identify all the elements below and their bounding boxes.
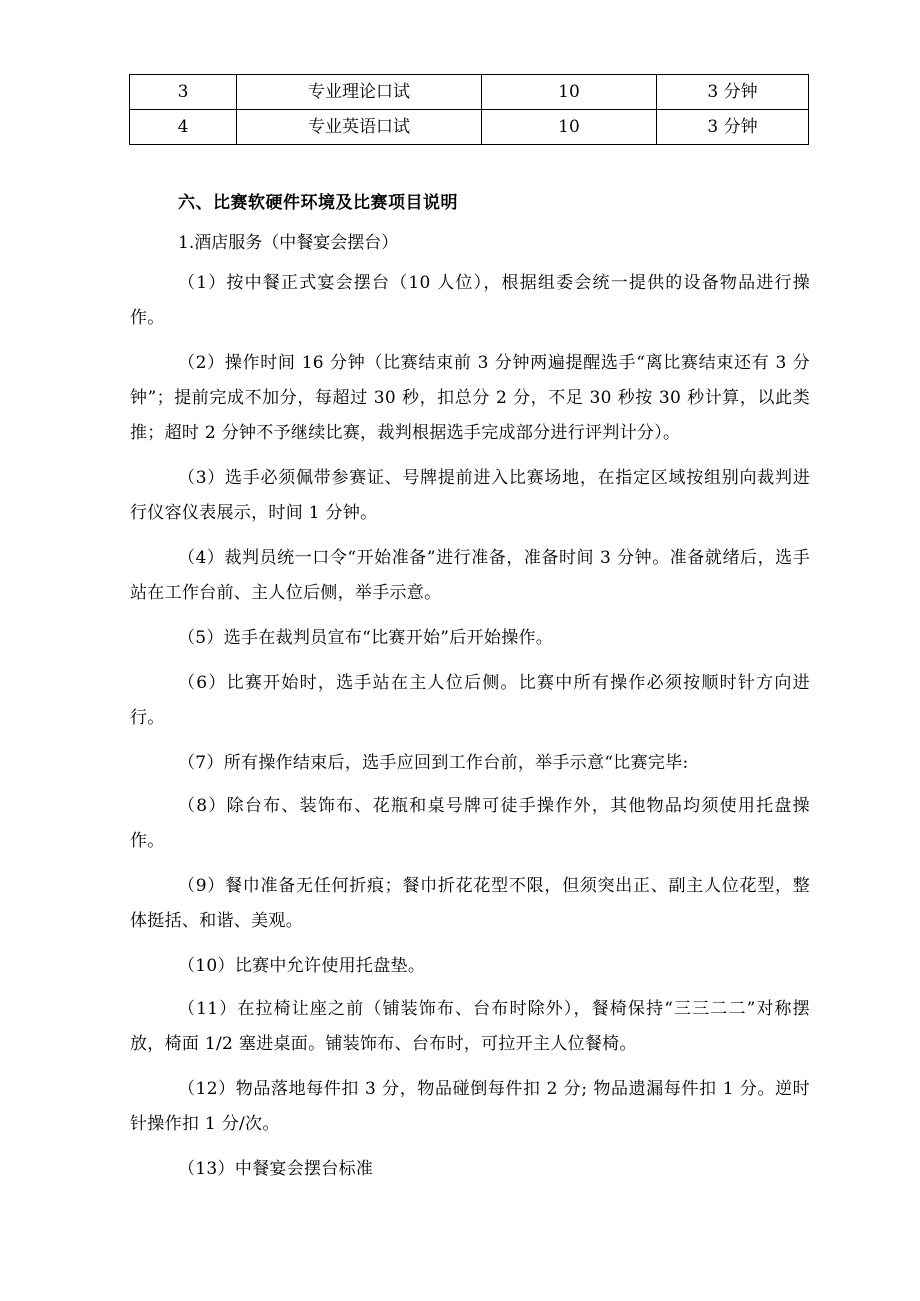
cell-time: 3 分钟 bbox=[657, 110, 809, 145]
paragraph: （12）物品落地每件扣 3 分，物品碰倒每件扣 2 分; 物品遗漏每件扣 1 分。逆时针操作扣 1 分/次。 bbox=[130, 1079, 810, 1134]
paragraph: （7）所有操作结束后，选手应回到工作台前，举手示意“比赛完毕: bbox=[178, 753, 689, 773]
section-body bbox=[130, 266, 810, 1187]
paragraph: （1）按中餐正式宴会摆台（10 人位），根据组委会统一提供的设备物品进行操作。 bbox=[130, 273, 810, 328]
score-table bbox=[129, 74, 809, 145]
section-subheading: 1.酒店服务（中餐宴会摆台） bbox=[178, 233, 399, 253]
paragraph: （10）比赛中允许使用托盘垫。 bbox=[178, 956, 426, 976]
paragraph: （3）选手必须佩带参赛证、号牌提前进入比赛场地，在指定区域按组别向裁判进行仪容仪表展示，时间 1 分钟。 bbox=[130, 468, 810, 523]
table-row bbox=[130, 110, 809, 145]
paragraph: （6）比赛开始时，选手站在主人位后侧。比赛中所有操作必须按顺时针方向进行。 bbox=[130, 673, 810, 728]
paragraph: （9）餐巾准备无任何折痕；餐巾折花花型不限，但须突出正、副主人位花型，整体挺括、和谐、美观。 bbox=[130, 876, 810, 931]
cell-score: 10 bbox=[482, 110, 657, 145]
paragraph: （11）在拉椅让座之前（铺装饰布、台布时除外），餐椅保持“三三二二”对称摆放，椅面 1/2 塞进桌面。铺装饰布、台布时，可拉开主人位餐椅。 bbox=[130, 999, 810, 1054]
paragraph: （2）操作时间 16 分钟（比赛结束前 3 分钟两遍提醒选手“离比赛结束还有 3 分钟”；提前完成不加分，每超过 30 秒，扣总分 2 分，不足 30 秒按 30 秒计算，以此类推；超时 2 分钟不予继续比赛，裁判根据选手完成部分进行评判计分）。 bbox=[130, 353, 810, 443]
cell-score: 10 bbox=[482, 75, 657, 110]
table-row bbox=[130, 75, 809, 110]
paragraph: （4）裁判员统一口令“开始准备”进行准备，准备时间 3 分钟。准备就绪后，选手站在工作台前、主人位后侧，举手示意。 bbox=[130, 548, 810, 603]
cell-number: 4 bbox=[130, 110, 237, 145]
paragraph: （5）选手在裁判员宣布“比赛开始”后开始操作。 bbox=[178, 628, 554, 648]
paragraph: （13）中餐宴会摆台标准 bbox=[178, 1159, 374, 1179]
cell-time: 3 分钟 bbox=[657, 75, 809, 110]
cell-item: 专业理论口试 bbox=[237, 75, 482, 110]
cell-item: 专业英语口试 bbox=[237, 110, 482, 145]
section-heading: 六、比赛软硬件环境及比赛项目说明 bbox=[178, 193, 458, 213]
cell-number: 3 bbox=[130, 75, 237, 110]
paragraph: （8）除台布、装饰布、花瓶和桌号牌可徒手操作外，其他物品均须使用托盘操作。 bbox=[130, 796, 810, 851]
